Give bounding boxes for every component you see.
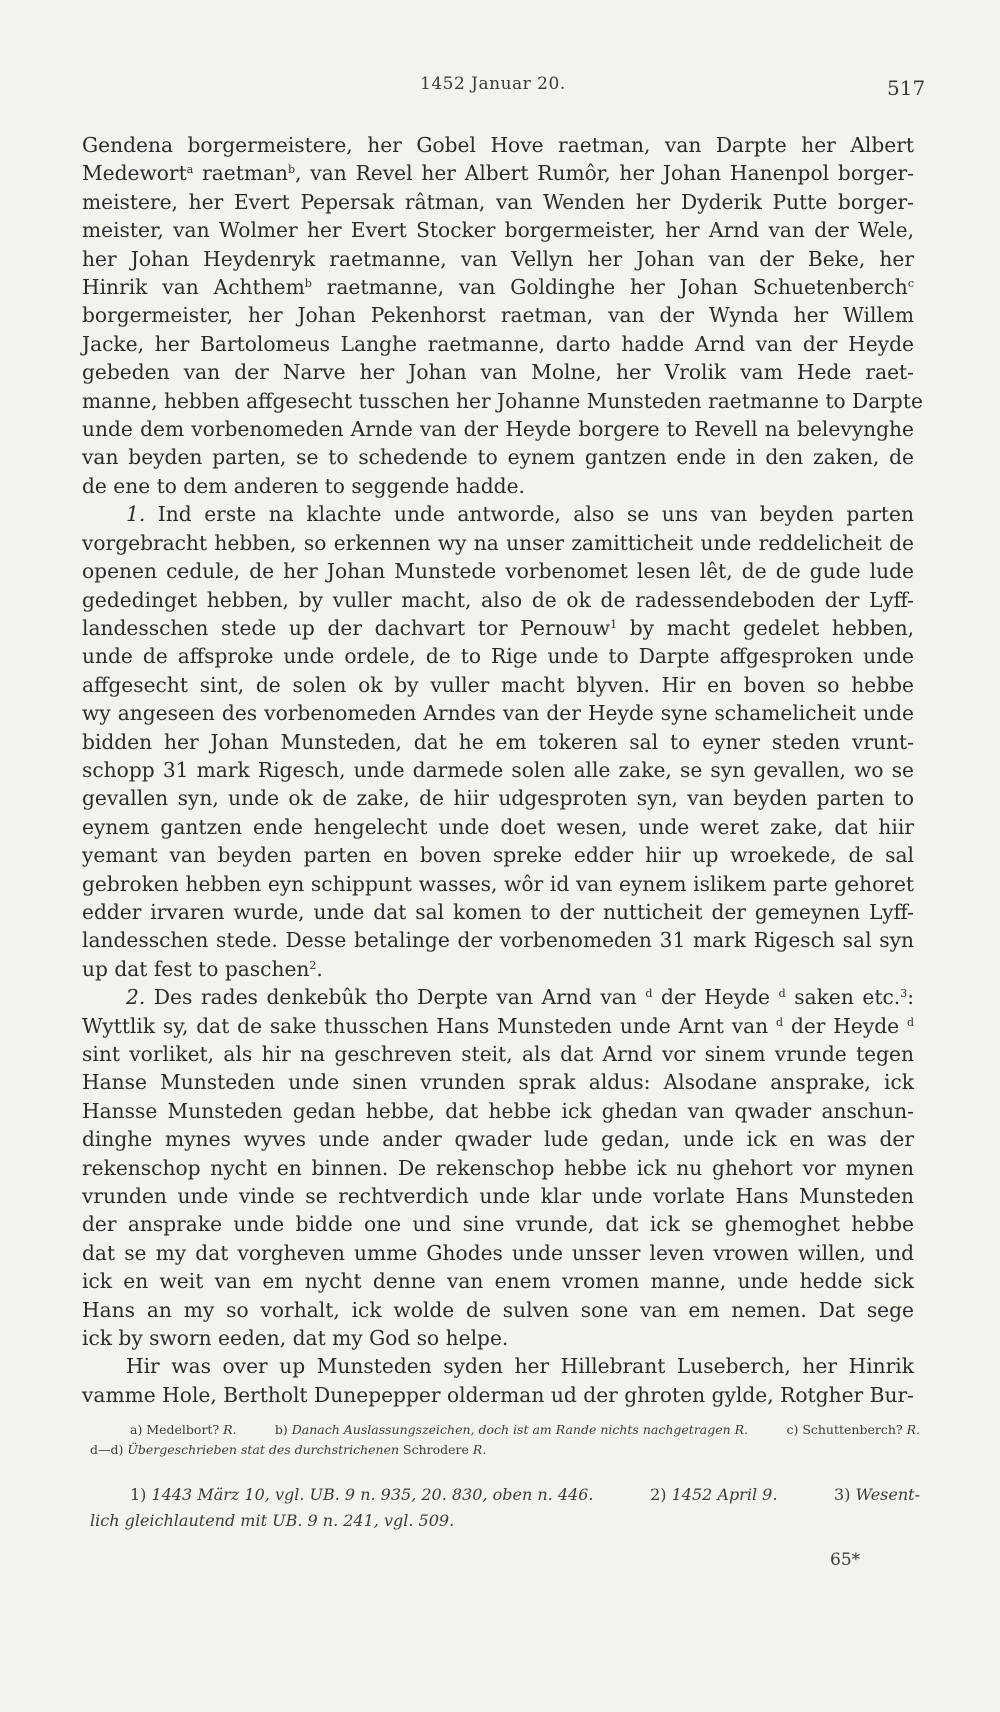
text-line: yemant van beyden parten en boven spreke edder hiir up wroekede, de sal bbox=[82, 843, 914, 868]
footnote-mark-3: 3 bbox=[900, 987, 908, 1001]
footnote-mark-1: 1 bbox=[610, 617, 618, 631]
page-header bbox=[0, 70, 1000, 100]
text-line: landesschen stede up der dachvart tor Pernouw$^1$ by macht gedelet hebben, bbox=[82, 615, 915, 640]
text-line: Hanse Munsteden unde sinen vrunden sprak aldus: Alsodane ansprake, ick bbox=[82, 1070, 914, 1095]
footnote-b: b) Danach Auslassungszeichen, doch ist am Rande nichts nachgetragen R. bbox=[274, 1422, 749, 1437]
main-text bbox=[82, 131, 923, 1409]
text-line: landesschen stede. Desse betalinge der vorbenomeden 31 mark Rigesch sal syn bbox=[82, 928, 914, 953]
footnote-row bbox=[90, 1420, 920, 1440]
text-line: openen cedule, de her Johan Munstede vorbenomet lesen lêt, de de gude lude bbox=[82, 559, 914, 584]
text-line: sint vorliket, als hir na geschreven steit, als dat Arnd vor sinem vrunde tegen bbox=[82, 1042, 914, 1066]
text-line: 1. Ind erste na klachte unde antworde, also se uns van beyden parten bbox=[126, 502, 914, 527]
footnote-a: a) Medelbort? R. bbox=[130, 1422, 237, 1437]
text-line: Hans an my so vorhalt, ick wolde de sulven sone van em nemen. Dat sege bbox=[82, 1297, 914, 1322]
section-2-paragraph bbox=[82, 983, 914, 1352]
footnote-1: 1) 1443 März 10, vgl. UB. 9 n. 935, 20. 830, oben n. 446. bbox=[130, 1485, 594, 1504]
signature-mark: 65* bbox=[830, 1550, 861, 1570]
footnote-mark-b: b bbox=[304, 277, 312, 291]
text-line: de ene to dem anderen to seggende hadde. bbox=[82, 473, 525, 498]
text-line: gebroken hebben eyn schippunt wasses, wôr id van eynem islikem parte gehoret bbox=[82, 871, 914, 896]
text-line: vrunden unde vinde se rechtverdich unde klar unde vorlate Hans Munsteden bbox=[82, 1184, 914, 1209]
text-line: vamme Hole, Bertholt Dunepepper olderman ud der ghroten gylde, Rotgher Bur- bbox=[82, 1382, 914, 1407]
text-line: Hinrik van Achthem$^b$ raetmanne, van Goldinghe her Johan Schuetenberch$^c$ bbox=[82, 275, 914, 300]
text-line: Wyttlik sy, dat de sake thusschen Hans Munsteden unde Arnt van $^d$ der Heyde $^d$ bbox=[82, 1013, 915, 1038]
text-line: borgermeister, her Johan Pekenhorst raetman, van der Wynda her Willem bbox=[82, 303, 914, 328]
header-date: 1452 Januar 20. bbox=[420, 74, 566, 94]
text-line: gevallen syn, unde ok de zake, de hiir udgesproten syn, van beyden parten to bbox=[82, 786, 914, 811]
text-line: dat se my dat vorgheven umme Ghodes unde unsser leven vrowen willen, und bbox=[82, 1240, 914, 1265]
text-line: ick en weit van em nycht denne van enem vromen manne, unde hedde sick bbox=[82, 1269, 914, 1294]
text-line: meister, van Wolmer her Evert Stocker borgermeister, her Arnd van der Wele, bbox=[82, 218, 914, 243]
text-line: Gendena borgermeistere, her Gobel Hove raetman, van Darpte her Albert bbox=[82, 133, 914, 157]
text-line: 2. Des rades denkebûk tho Derpte van Arnd van $^d$ der Heyde $^d$ saken etc.$^3$: bbox=[126, 985, 915, 1010]
intro-paragraph bbox=[82, 131, 923, 500]
text-line: Medewort$^a$ raetman$^b$, van Revel her Albert Rumôr, her Johan Hanenpol borger- bbox=[82, 161, 914, 186]
text-line: bidden her Johan Munsteden, dat he em tokeren sal to eyner steden vrunt- bbox=[82, 729, 914, 754]
section-number: 2. bbox=[126, 985, 146, 1010]
text-line: edder irvaren wurde, unde dat sal komen to der nutticheit der gemeynen Lyff- bbox=[82, 899, 914, 924]
letter-footnotes bbox=[90, 1420, 920, 1460]
footnote-mark-b: b bbox=[288, 163, 296, 177]
text-line: eynem gantzen ende hengelecht unde doet wesen, unde weret zake, dat hiir bbox=[82, 814, 914, 839]
text-line: schopp 31 mark Rigesch, unde darmede solen alle zake, se syn gevallen, wo se bbox=[82, 757, 914, 782]
text-line: Jacke, her Bartolomeus Langhe raetmanne, darto hadde Arnd van der Heyde bbox=[82, 331, 914, 356]
text-line: gededinget hebben, by vuller macht, also de ok de radessendeboden der Lyff- bbox=[82, 587, 914, 612]
footnote-3-continuation: lich gleichlautend mit UB. 9 n. 241, vgl. 509. bbox=[90, 1511, 455, 1530]
text-line: wy angeseen des vorbenomeden Arndes van der Heyde syne schamelicheit unde bbox=[82, 701, 914, 726]
text-line: vorgebracht hebben, so erkennen wy na unser zamitticheit unde reddelicheit de bbox=[82, 530, 914, 555]
footnote-mark-d: d bbox=[776, 1015, 784, 1029]
text-line: gebeden van der Narve her Johan van Molne, her Vrolik vam Hede raet- bbox=[82, 360, 914, 385]
page-number: 517 bbox=[887, 76, 926, 100]
text-line: unde dem vorbenomeden Arnde van der Heyde borgere to Revell na belevynghe bbox=[82, 417, 914, 442]
footnote-3-start: 3) Wesent- bbox=[834, 1485, 920, 1504]
footnote-mark-a: a bbox=[186, 163, 194, 177]
text-line: unde de affsproke unde ordele, de to Rige unde to Darpte affgesproken unde bbox=[82, 644, 914, 669]
text-line: rekenschop nycht en binnen. De rekenschop hebbe ick nu ghehort vor mynen bbox=[82, 1155, 914, 1180]
text-line: manne, hebben affgesecht tusschen her Johanne Munsteden raetmanne to Darpte bbox=[82, 388, 923, 413]
text-line: affgesecht sint, de solen ok by vuller macht blyven. Hir en boven so hebbe bbox=[82, 672, 914, 697]
footnote-mark-d: d bbox=[778, 987, 786, 1001]
footnote-mark-c: c bbox=[907, 277, 914, 291]
text-line: ick by sworn eeden, dat my God so helpe. bbox=[82, 1326, 509, 1351]
footnote-row bbox=[90, 1482, 920, 1508]
footnote-mark-2: 2 bbox=[309, 958, 317, 972]
section-number: 1. bbox=[126, 502, 146, 527]
numbered-footnotes bbox=[90, 1482, 920, 1534]
text-line: van beyden parten, se to schedende to eynem gantzen ende in den zaken, de bbox=[82, 445, 914, 470]
section-1-paragraph bbox=[82, 500, 914, 983]
text-line: dinghe mynes wyves unde ander qwader lude gedan, unde ick en was der bbox=[82, 1127, 914, 1152]
footnote-c: c) Schuttenberch? R. bbox=[786, 1422, 920, 1437]
footnote-d: d—d) Übergeschrieben stat des durchstrichenen Schrodere R. bbox=[90, 1442, 487, 1457]
section-3-paragraph bbox=[82, 1352, 914, 1409]
text-line: up dat fest to paschen$^2$. bbox=[82, 956, 323, 981]
footnote-mark-d: d bbox=[906, 1015, 915, 1029]
footnote-2: 2) 1452 April 9. bbox=[650, 1485, 778, 1504]
text-line: Hansse Munsteden gedan hebbe, dat hebbe ick ghedan van qwader anschun- bbox=[82, 1098, 914, 1123]
text-line: Hir was over up Munsteden syden her Hillebrant Luseberch, her Hinrik bbox=[126, 1354, 914, 1379]
text-line: her Johan Heydenryk raetmanne, van Vellyn her Johan van der Beke, her bbox=[82, 246, 914, 271]
text-line: meistere, her Evert Pepersak râtman, van Wenden her Dyderik Putte borger- bbox=[82, 189, 914, 214]
text-line: der ansprake unde bidde one und sine vrunde, dat ick se ghemoghet hebbe bbox=[82, 1212, 914, 1237]
footnote-mark-d: d bbox=[645, 987, 653, 1001]
